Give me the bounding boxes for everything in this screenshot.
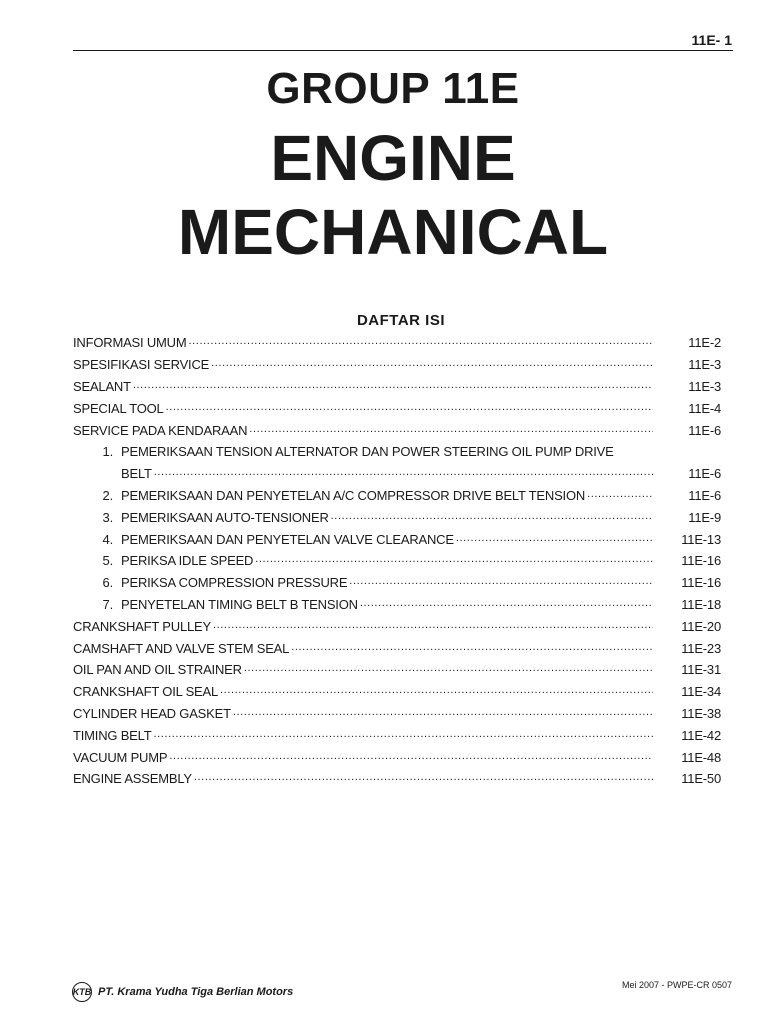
toc-sub-page: 11E-16	[681, 575, 721, 591]
toc-entry-page: 11E-4	[688, 400, 721, 416]
dot-leader	[249, 423, 653, 438]
toc-entry-label: SEALANT	[73, 378, 131, 394]
group-title: GROUP 11E	[266, 64, 520, 113]
dot-leader	[133, 379, 653, 394]
toc-entry-label: CRANKSHAFT PULLEY	[73, 618, 211, 634]
ktb-logo-icon: KTB	[72, 982, 92, 1002]
dot-leader	[169, 750, 653, 765]
toc-sub-number: 4.	[102, 531, 113, 547]
toc-entry-page: 11E-2	[688, 335, 721, 351]
toc-sub-label: PEMERIKSAAN DAN PENYETELAN VALVE CLEARANCE	[121, 531, 454, 547]
toc-sub-entry[interactable]	[73, 485, 721, 507]
toc-entry[interactable]	[73, 419, 721, 441]
toc-entry-page: 11E-34	[681, 684, 721, 700]
header-rule	[73, 50, 733, 51]
toc-sub-label: PERIKSA IDLE SPEED	[121, 553, 254, 569]
dot-leader	[360, 597, 653, 612]
toc-sub-label-cont: BELT	[121, 466, 152, 482]
toc-entry[interactable]	[73, 376, 721, 398]
dot-leader	[220, 684, 653, 699]
toc-sub-label: PERIKSA COMPRESSION PRESSURE	[121, 575, 348, 591]
toc-entry[interactable]	[73, 332, 721, 354]
toc-entry-page: 11E-31	[681, 662, 721, 678]
toc-entry-page: 11E-6	[688, 422, 721, 438]
dot-leader	[188, 335, 653, 350]
toc-entry-label: CYLINDER HEAD GASKET	[73, 705, 231, 721]
toc-entry-label: SPECIAL TOOL	[73, 400, 164, 416]
toc-sub-label: PEMERIKSAAN TENSION ALTERNATOR DAN POWER STEERING OIL PUMP DRIVE	[121, 444, 614, 460]
toc-sub-entry[interactable]	[73, 550, 721, 572]
toc-entry[interactable]	[73, 746, 721, 768]
toc-sub-page: 11E-13	[681, 531, 721, 547]
toc-sub-page: 11E-18	[681, 596, 721, 612]
main-title-line2: MECHANICAL	[177, 196, 609, 268]
toc-sub-label: PEMERIKSAAN DAN PENYETELAN A/C COMPRESSOR DRIVE BELT TENSION	[121, 487, 586, 503]
toc-heading: DAFTAR ISI	[356, 312, 446, 329]
toc-entry[interactable]	[73, 637, 721, 659]
toc-sub-number: 1.	[102, 444, 113, 460]
toc-entry-label: CRANKSHAFT OIL SEAL	[73, 684, 219, 700]
dot-leader	[211, 357, 653, 372]
toc-entry-label: OIL PAN AND OIL STRAINER	[73, 662, 242, 678]
dot-leader	[244, 662, 653, 677]
toc-sub-number: 2.	[102, 487, 113, 503]
toc-sub-number: 5.	[102, 553, 113, 569]
toc-entry[interactable]	[73, 659, 721, 681]
toc-entry-label: TIMING BELT	[73, 727, 152, 743]
toc-entry-page: 11E-38	[681, 705, 721, 721]
toc-entry-page: 11E-48	[681, 749, 721, 765]
toc-entry-label: VACUUM PUMP	[73, 749, 168, 765]
dot-leader	[194, 771, 653, 786]
toc-sub-entry[interactable]	[73, 572, 721, 594]
toc-entry-page: 11E-3	[688, 378, 721, 394]
toc-entry-label: INFORMASI UMUM	[73, 335, 187, 351]
toc-sub-page: 11E-6	[688, 466, 721, 482]
dot-leader	[456, 532, 653, 547]
toc-sub-number: 6.	[102, 575, 113, 591]
toc-sub-number: 3.	[102, 509, 113, 525]
toc-sub-entry-continued[interactable]	[73, 463, 721, 485]
toc-entry-label: SPESIFIKASI SERVICE	[73, 357, 210, 373]
toc-entry-label: CAMSHAFT AND VALVE STEM SEAL	[73, 640, 290, 656]
dot-leader	[213, 619, 653, 634]
toc-sub-page: 11E-6	[688, 487, 721, 503]
page-number: 11E- 1	[691, 32, 732, 48]
toc-entry-page: 11E-23	[681, 640, 721, 656]
document-code: Mei 2007 - PWPE-CR 0507	[621, 980, 732, 990]
dot-leader	[587, 488, 653, 503]
dot-leader	[349, 575, 653, 590]
toc-entry[interactable]	[73, 768, 721, 790]
toc-entry[interactable]	[73, 615, 721, 637]
dot-leader	[153, 728, 653, 743]
toc-sub-page: 11E-16	[681, 553, 721, 569]
company-logo	[72, 982, 293, 1002]
dot-leader	[255, 553, 653, 568]
toc-sub-label: PEMERIKSAAN AUTO-TENSIONER	[121, 509, 329, 525]
dot-leader	[331, 510, 653, 525]
toc-sub-entry[interactable]	[73, 441, 721, 463]
main-title-line1: ENGINE	[270, 122, 516, 194]
toc-entry[interactable]	[73, 354, 721, 376]
toc-entry[interactable]	[73, 703, 721, 725]
dot-leader	[166, 401, 653, 416]
toc-sub-number: 7.	[102, 596, 113, 612]
dot-leader	[291, 641, 653, 656]
toc-sub-label: PENYETELAN TIMING BELT B TENSION	[121, 596, 358, 612]
toc-entry-label: SERVICE PADA KENDARAAN	[73, 422, 248, 438]
toc-entry-page: 11E-42	[681, 727, 721, 743]
toc-entry-label: ENGINE ASSEMBLY	[73, 771, 192, 787]
toc-sub-entry[interactable]	[73, 528, 721, 550]
toc-sub-page: 11E-9	[688, 509, 721, 525]
toc-entry-page: 11E-3	[688, 357, 721, 373]
toc-entry[interactable]	[73, 397, 721, 419]
toc-entry-page: 11E-20	[681, 618, 721, 634]
dot-leader	[154, 466, 653, 481]
company-name: PT. Krama Yudha Tiga Berlian Motors	[98, 986, 294, 998]
toc-entry[interactable]	[73, 681, 721, 703]
toc-entry[interactable]	[73, 724, 721, 746]
table-of-contents	[73, 332, 721, 790]
toc-entry-page: 11E-50	[681, 771, 721, 787]
dot-leader	[233, 706, 653, 721]
toc-sub-entry[interactable]	[73, 506, 721, 528]
toc-sub-entry[interactable]	[73, 594, 721, 616]
